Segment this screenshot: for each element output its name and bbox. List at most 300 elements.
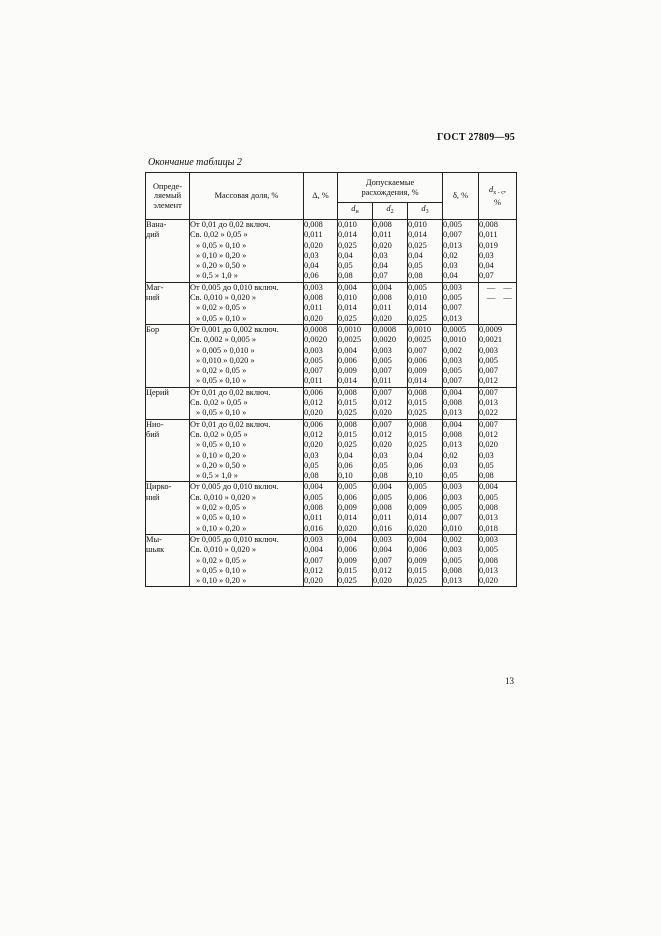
value: 0,007: [443, 376, 462, 386]
value: 0,011: [373, 303, 392, 313]
value: 0,005: [408, 482, 427, 492]
value: 0,012: [373, 398, 392, 408]
value: 0,009: [338, 503, 357, 513]
value: 0,10: [408, 471, 423, 481]
value: 0,07: [373, 271, 388, 281]
value-cell-sigma: [443, 324, 479, 387]
mass-range-cell: [190, 419, 304, 482]
value: 0,0025: [338, 335, 362, 345]
header-delta: Δ, %: [304, 173, 338, 220]
value: 0,007: [479, 419, 498, 429]
mass-range-cell: [190, 534, 304, 586]
value-cell-d-n: [338, 220, 373, 283]
value: 0,025: [408, 313, 427, 323]
value: 0,007: [443, 230, 462, 240]
page-number: 13: [505, 676, 514, 686]
value: 0,014: [338, 376, 357, 386]
value: 0,003: [443, 355, 462, 365]
table-row: [146, 220, 517, 283]
element-name-cell: [146, 220, 190, 283]
value: 0,009: [408, 366, 427, 376]
value-cell-d2: [373, 282, 408, 324]
value: 0,008: [338, 419, 357, 429]
value: 0,006: [304, 387, 323, 397]
mass-range: От 0,005 до 0,010 включ.: [190, 534, 279, 544]
value: 0,011: [304, 303, 323, 313]
header-mass-fraction: Массовая доля, %: [190, 173, 304, 220]
element-name-cell: [146, 282, 190, 324]
header-allowed: Допускаемые расхождения, %: [338, 173, 443, 203]
element-name: ний: [146, 293, 160, 303]
value: 0,03: [304, 450, 319, 460]
value: 0,007: [373, 366, 392, 376]
value: —: [503, 282, 512, 292]
mass-range: » 0,005 » 0,010 »: [196, 345, 255, 355]
value: 0,0010: [443, 335, 467, 345]
mass-range: » 0,10 » 0,20 »: [196, 450, 247, 460]
value: 0,008: [443, 429, 462, 439]
value: 0,008: [408, 419, 427, 429]
table-body: [146, 220, 517, 587]
mass-range: Св. 0,010 » 0,020 »: [190, 492, 257, 502]
value: 0,03: [443, 460, 458, 470]
value: 0,011: [304, 230, 323, 240]
value: 0,010: [338, 220, 357, 229]
mass-range: Св. 0,02 » 0,05 »: [190, 230, 248, 240]
value: 0,014: [338, 303, 357, 313]
value: 0,008: [443, 565, 462, 575]
value-cell-sigma: [443, 387, 479, 419]
value: 0,016: [304, 523, 323, 533]
value-cell-d2: [373, 324, 408, 387]
value: 0,013: [479, 513, 498, 523]
element-name: Нио-: [146, 419, 164, 429]
value: 0,003: [304, 282, 323, 292]
mass-range: » 0,02 » 0,05 »: [196, 503, 247, 513]
value: 0,013: [479, 398, 498, 408]
value: 0,013: [443, 408, 462, 418]
value-cell-d3: [408, 534, 443, 586]
element-name-cell: [146, 534, 190, 586]
value: —: [503, 293, 512, 303]
value: 0,004: [373, 282, 392, 292]
value: 0,0021: [479, 335, 503, 345]
value: 0,03: [479, 250, 494, 260]
value: 0,005: [443, 366, 462, 376]
value: 0,007: [408, 345, 427, 355]
mass-range: От 0,005 до 0,010 включ.: [190, 482, 279, 492]
value: 0,006: [408, 355, 427, 365]
value: 0,008: [479, 503, 498, 513]
value: 0,005: [479, 492, 498, 502]
value: 0,011: [373, 230, 392, 240]
value: 0,020: [304, 576, 323, 586]
value: 0,020: [373, 408, 392, 418]
value-cell-sigma: [443, 220, 479, 283]
value: 0,015: [408, 398, 427, 408]
header-element: Опреде- ляемый элемент: [146, 173, 190, 220]
value: 0,0005: [443, 324, 467, 334]
value: 0,012: [479, 429, 498, 439]
element-name: шьяк: [146, 545, 165, 555]
document-code: ГОСТ 27809—95: [436, 132, 515, 143]
value: 0,006: [338, 492, 357, 502]
value: 0,010: [408, 220, 427, 229]
mass-range: » 0,05 » 0,10 »: [196, 565, 247, 575]
value-cell-delta: [304, 220, 338, 283]
element-name: Вана-: [146, 220, 167, 229]
table-row: [146, 282, 517, 324]
value: 0,05: [479, 460, 494, 470]
value: 0,0008: [304, 324, 328, 334]
value: 0,011: [373, 376, 392, 386]
element-name-cell: [146, 387, 190, 419]
value: 0,010: [408, 293, 427, 303]
value: 0,003: [373, 534, 392, 544]
value: 0,020: [373, 576, 392, 586]
mass-range: » 0,05 » 0,10 »: [196, 376, 247, 386]
value: 0,020: [479, 576, 498, 586]
value: 0,004: [373, 482, 392, 492]
value: 0,020: [373, 240, 392, 250]
value-cell-d2: [373, 534, 408, 586]
value: 0,004: [443, 419, 462, 429]
mass-range-cell: [190, 482, 304, 534]
value-cell-d3: [408, 220, 443, 283]
value: 0,008: [373, 503, 392, 513]
value: —: [487, 293, 496, 303]
value: 0,007: [373, 387, 392, 397]
element-name: дий: [146, 230, 160, 240]
mass-range: » 0,05 » 0,10 »: [196, 513, 247, 523]
value: 0,008: [443, 398, 462, 408]
value: 0,007: [443, 513, 462, 523]
value: 0,004: [304, 545, 323, 555]
mass-range: » 0,5 » 1,0 »: [196, 471, 238, 481]
mass-range-cell: [190, 387, 304, 419]
value: 0,002: [443, 345, 462, 355]
table-row: [146, 534, 517, 586]
value: 0,06: [408, 460, 423, 470]
value: 0,03: [373, 450, 388, 460]
table-row: [146, 419, 517, 482]
value: 0,005: [443, 503, 462, 513]
value: 0,025: [408, 240, 427, 250]
element-name: бий: [146, 429, 160, 439]
mass-range: » 0,02 » 0,05 »: [196, 303, 247, 313]
value: 0,025: [408, 440, 427, 450]
value: 0,011: [373, 513, 392, 523]
value: 0,025: [338, 440, 357, 450]
value: 0,003: [479, 534, 498, 544]
value-cell-d-n: [338, 282, 373, 324]
mass-range: » 0,05 » 0,10 »: [196, 240, 247, 250]
value-cell-d3: [408, 282, 443, 324]
value: 0,013: [443, 576, 462, 586]
value: 0,015: [408, 429, 427, 439]
value: 0,015: [338, 565, 357, 575]
value: 0,007: [443, 303, 462, 313]
element-name: Мы-: [146, 534, 162, 544]
value: 0,006: [408, 492, 427, 502]
tolerance-table: [145, 172, 517, 587]
value: 0,03: [373, 250, 388, 260]
value: 0,008: [304, 293, 323, 303]
table-caption: Окончание таблицы 2: [148, 157, 242, 168]
value-cell-d2: [373, 419, 408, 482]
value: 0,005: [304, 355, 323, 365]
value: 0,016: [373, 523, 392, 533]
value: 0,020: [373, 440, 392, 450]
value: 0,0009: [479, 324, 503, 334]
value: 0,014: [408, 303, 427, 313]
value: 0,020: [338, 523, 357, 533]
value: 0,011: [304, 376, 323, 386]
mass-range: » 0,10 » 0,20 »: [196, 250, 247, 260]
element-name: Бор: [146, 324, 160, 334]
value: 0,009: [338, 366, 357, 376]
value-cell-d3: [408, 419, 443, 482]
mass-range: Св. 0,010 » 0,020 »: [190, 293, 257, 303]
mass-range: » 0,10 » 0,20 »: [196, 523, 247, 533]
value-cell-d-last: [479, 220, 517, 283]
value-cell-delta: [304, 282, 338, 324]
value-cell-d-n: [338, 324, 373, 387]
value: 0,007: [373, 555, 392, 565]
value-cell-d2: [373, 220, 408, 283]
value: 0,008: [479, 220, 498, 229]
value: 0,06: [338, 460, 353, 470]
mass-range: От 0,005 до 0,010 включ.: [190, 282, 279, 292]
value: 0,0010: [408, 324, 432, 334]
value: 0,022: [479, 408, 498, 418]
mass-range: Св. 0,02 » 0,05 »: [190, 429, 248, 439]
value-cell-d3: [408, 482, 443, 534]
value: 0,03: [443, 261, 458, 271]
mass-range-cell: [190, 282, 304, 324]
value-cell-d2: [373, 387, 408, 419]
value: 0,03: [479, 450, 494, 460]
value: 0,003: [443, 282, 462, 292]
value: 0,020: [408, 523, 427, 533]
value: 0,05: [443, 471, 458, 481]
value-cell-d-last: [479, 282, 517, 324]
value: —: [487, 282, 496, 292]
value-cell-delta: [304, 419, 338, 482]
value: 0,025: [338, 313, 357, 323]
value: 0,008: [373, 220, 392, 229]
value: 0,003: [479, 345, 498, 355]
value: 0,009: [408, 503, 427, 513]
value-cell-delta: [304, 324, 338, 387]
value: 0,02: [443, 250, 458, 260]
value: 0,019: [479, 240, 498, 250]
value: 0,006: [408, 545, 427, 555]
mass-range: » 0,010 » 0,020 »: [196, 355, 255, 365]
value: 0,014: [408, 513, 427, 523]
element-name-cell: [146, 482, 190, 534]
table-row: [146, 324, 517, 387]
value-cell-d2: [373, 482, 408, 534]
value: 0,004: [304, 482, 323, 492]
header-d-last: $d_{х - с}$, %: [479, 173, 517, 220]
mass-range: Св. 0,002 » 0,005 »: [190, 335, 257, 345]
value: 0,012: [304, 398, 323, 408]
value: 0,013: [443, 240, 462, 250]
value: 0,08: [479, 471, 494, 481]
value: 0,020: [304, 408, 323, 418]
mass-range: Св. 0,010 » 0,020 »: [190, 545, 257, 555]
element-name: Цирко-: [146, 482, 172, 492]
value: 0,005: [443, 220, 462, 229]
value: 0,014: [408, 376, 427, 386]
value-cell-d-last: [479, 482, 517, 534]
value-cell-d-last: [479, 324, 517, 387]
value: 0,012: [479, 376, 498, 386]
mass-range: От 0,01 до 0,02 включ.: [190, 220, 271, 229]
value: 0,005: [443, 555, 462, 565]
mass-range: » 0,20 » 0,50 »: [196, 460, 247, 470]
value: 0,003: [443, 482, 462, 492]
value-cell-delta: [304, 482, 338, 534]
value: 0,08: [304, 471, 319, 481]
value: 0,010: [443, 523, 462, 533]
value: 0,014: [338, 230, 357, 240]
mass-range: От 0,01 до 0,02 включ.: [190, 387, 271, 397]
value: 0,04: [479, 261, 494, 271]
value-cell-sigma: [443, 482, 479, 534]
value: 0,025: [338, 576, 357, 586]
mass-range: » 0,05 » 0,10 »: [196, 313, 247, 323]
value: 0,07: [479, 271, 494, 281]
value: 0,018: [479, 523, 498, 533]
mass-range: » 0,10 » 0,20 »: [196, 576, 247, 586]
value: 0,003: [443, 492, 462, 502]
value: 0,08: [373, 471, 388, 481]
value: 0,015: [338, 429, 357, 439]
value: 0,04: [408, 250, 423, 260]
value: 0,08: [408, 271, 423, 281]
element-name: Церий: [146, 387, 169, 397]
value: 0,020: [304, 313, 323, 323]
value-cell-d-n: [338, 534, 373, 586]
value: 0,04: [338, 250, 353, 260]
value: 0,008: [304, 220, 323, 229]
value: 0,014: [408, 230, 427, 240]
value: 0,006: [338, 355, 357, 365]
value: 0,025: [408, 408, 427, 418]
value: 0,004: [408, 534, 427, 544]
value: 0,014: [338, 513, 357, 523]
element-name: Маг-: [146, 282, 164, 292]
value: 0,004: [479, 482, 498, 492]
value: 0,08: [338, 271, 353, 281]
value: 0,010: [338, 293, 357, 303]
value: 0,020: [304, 440, 323, 450]
value-cell-d-n: [338, 387, 373, 419]
value: 0,0008: [373, 324, 397, 334]
mass-range: » 0,05 » 0,10 »: [196, 440, 247, 450]
value: 0,0020: [304, 335, 328, 345]
value: 0,007: [373, 419, 392, 429]
mass-range: » 0,20 » 0,50 »: [196, 261, 247, 271]
value: 0,007: [304, 366, 323, 376]
value-cell-d3: [408, 324, 443, 387]
value: 0,004: [373, 545, 392, 555]
value: 0,020: [479, 440, 498, 450]
value: 0,008: [338, 387, 357, 397]
table-row: [146, 482, 517, 534]
element-name: ний: [146, 492, 160, 502]
value: 0,006: [304, 419, 323, 429]
value: 0,011: [304, 513, 323, 523]
value: 0,008: [408, 387, 427, 397]
value: 0,0020: [373, 335, 397, 345]
value-cell-d-last: [479, 419, 517, 482]
value: 0,0010: [338, 324, 362, 334]
mass-range: От 0,001 до 0,002 включ.: [190, 324, 279, 334]
value: 0,007: [479, 366, 498, 376]
element-name-cell: [146, 324, 190, 387]
value: 0,05: [304, 460, 319, 470]
value-cell-delta: [304, 387, 338, 419]
value: 0,005: [479, 545, 498, 555]
table-row: [146, 387, 517, 419]
value-cell-sigma: [443, 282, 479, 324]
value: 0,008: [479, 555, 498, 565]
value: 0,005: [408, 282, 427, 292]
header-d3: $d_3$: [408, 203, 443, 220]
mass-range-cell: [190, 324, 304, 387]
value-cell-d-n: [338, 419, 373, 482]
value: 0,003: [373, 345, 392, 355]
value-cell-d3: [408, 387, 443, 419]
header-sigma: δ, %: [443, 173, 479, 220]
value: 0,04: [373, 261, 388, 271]
mass-range: » 0,5 » 1,0 »: [196, 271, 238, 281]
value: 0,03: [304, 250, 319, 260]
value-cell-d-n: [338, 482, 373, 534]
value: 0,05: [373, 460, 388, 470]
mass-range: » 0,05 » 0,10 »: [196, 408, 247, 418]
value: 0,10: [338, 471, 353, 481]
value: 0,003: [304, 345, 323, 355]
value: 0,004: [443, 387, 462, 397]
value: 0,003: [443, 545, 462, 555]
value: 0,04: [338, 450, 353, 460]
mass-range: » 0,02 » 0,05 »: [196, 555, 247, 565]
value: 0,05: [408, 261, 423, 271]
value: 0,04: [443, 271, 458, 281]
value: 0,005: [373, 492, 392, 502]
value: 0,05: [338, 261, 353, 271]
value: 0,013: [443, 440, 462, 450]
mass-range: » 0,02 » 0,05 »: [196, 366, 247, 376]
value-cell-d-last: [479, 534, 517, 586]
value: 0,005: [479, 355, 498, 365]
value: 0,015: [338, 398, 357, 408]
value: 0,012: [373, 429, 392, 439]
element-name-cell: [146, 419, 190, 482]
value: 0,005: [443, 293, 462, 303]
value: 0,012: [373, 565, 392, 575]
value-cell-delta: [304, 534, 338, 586]
value: 0,012: [304, 565, 323, 575]
value: 0,004: [338, 345, 357, 355]
value: 0,02: [443, 450, 458, 460]
mass-range: От 0,01 до 0,02 включ.: [190, 419, 271, 429]
value: 0,020: [304, 240, 323, 250]
